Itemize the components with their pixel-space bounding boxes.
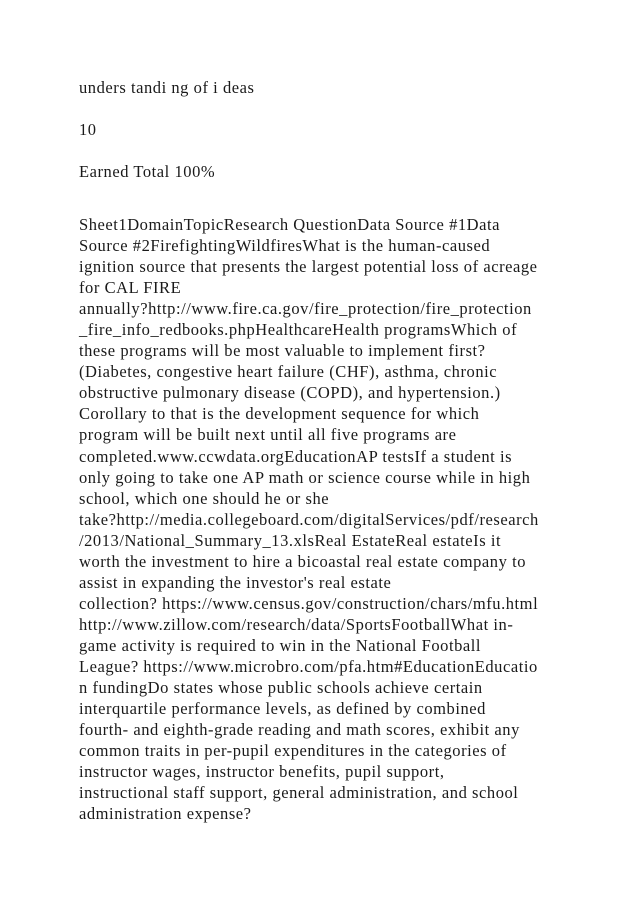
body-line: administration expense? xyxy=(79,804,252,824)
body-line: common traits in per-pupil expenditures in the categories of xyxy=(79,741,507,761)
body-line: http://www.zillow.com/research/data/SportsFootballWhat in- xyxy=(79,614,514,634)
intro-line-earned-total: Earned Total 100% xyxy=(79,162,216,181)
body-line: interquartile performance levels, as defined by combined xyxy=(79,699,486,719)
body-line: /2013/National_Summary_13.xlsReal EstateReal estateIs it xyxy=(79,530,502,550)
intro-line-understanding: unders tandi ng of i deas xyxy=(79,78,255,97)
body-line: fourth- and eighth-grade reading and math scores, exhibit any xyxy=(79,720,520,740)
body-line: League? https://www.microbro.com/pfa.htm#EducationEducatio xyxy=(79,656,538,676)
body-line: annually?http://www.fire.ca.gov/fire_protection/fire_protection xyxy=(79,299,532,319)
body-line: collection? https://www.census.gov/construction/chars/mfu.html xyxy=(79,593,539,613)
body-line: assist in expanding the investor's real estate xyxy=(79,572,392,592)
body-line: for CAL FIRE xyxy=(79,278,182,298)
body-paragraph xyxy=(79,214,539,824)
body-line: completed.www.ccwdata.orgEducationAP testsIf a student is xyxy=(79,446,513,466)
body-line: take?http://media.collegeboard.com/digitalServices/pdf/research xyxy=(79,509,539,529)
body-line: n fundingDo states whose public schools achieve certain xyxy=(79,678,483,698)
body-line: _fire_info_redbooks.phpHealthcareHealth programsWhich of xyxy=(79,320,518,340)
body-line: worth the investment to hire a bicoastal real estate company to xyxy=(79,551,527,571)
body-line: only going to take one AP math or science course while in high xyxy=(79,467,531,487)
body-line: instructional staff support, general administration, and school xyxy=(79,783,519,803)
body-line: Sheet1DomainTopicResearch QuestionData Source #1Data xyxy=(79,215,501,234)
body-line: Source #2FirefightingWildfiresWhat is the human-caused xyxy=(79,236,491,256)
body-line: these programs will be most valuable to implement first? xyxy=(79,341,486,361)
body-line: Corollary to that is the development sequence for which xyxy=(79,404,480,424)
body-line: (Diabetes, congestive heart failure (CHF), asthma, chronic xyxy=(79,362,498,382)
body-line: instructor wages, instructor benefits, pupil support, xyxy=(79,762,445,782)
body-line: ignition source that presents the largest potential loss of acreage xyxy=(79,257,538,277)
body-line: game activity is required to win in the National Football xyxy=(79,635,482,655)
body-line: program will be built next until all five programs are xyxy=(79,425,457,445)
intro-line-score: 10 xyxy=(79,120,97,139)
body-line: school, which one should he or she xyxy=(79,488,330,508)
body-line: obstructive pulmonary disease (COPD), and hypertension.) xyxy=(79,383,501,403)
